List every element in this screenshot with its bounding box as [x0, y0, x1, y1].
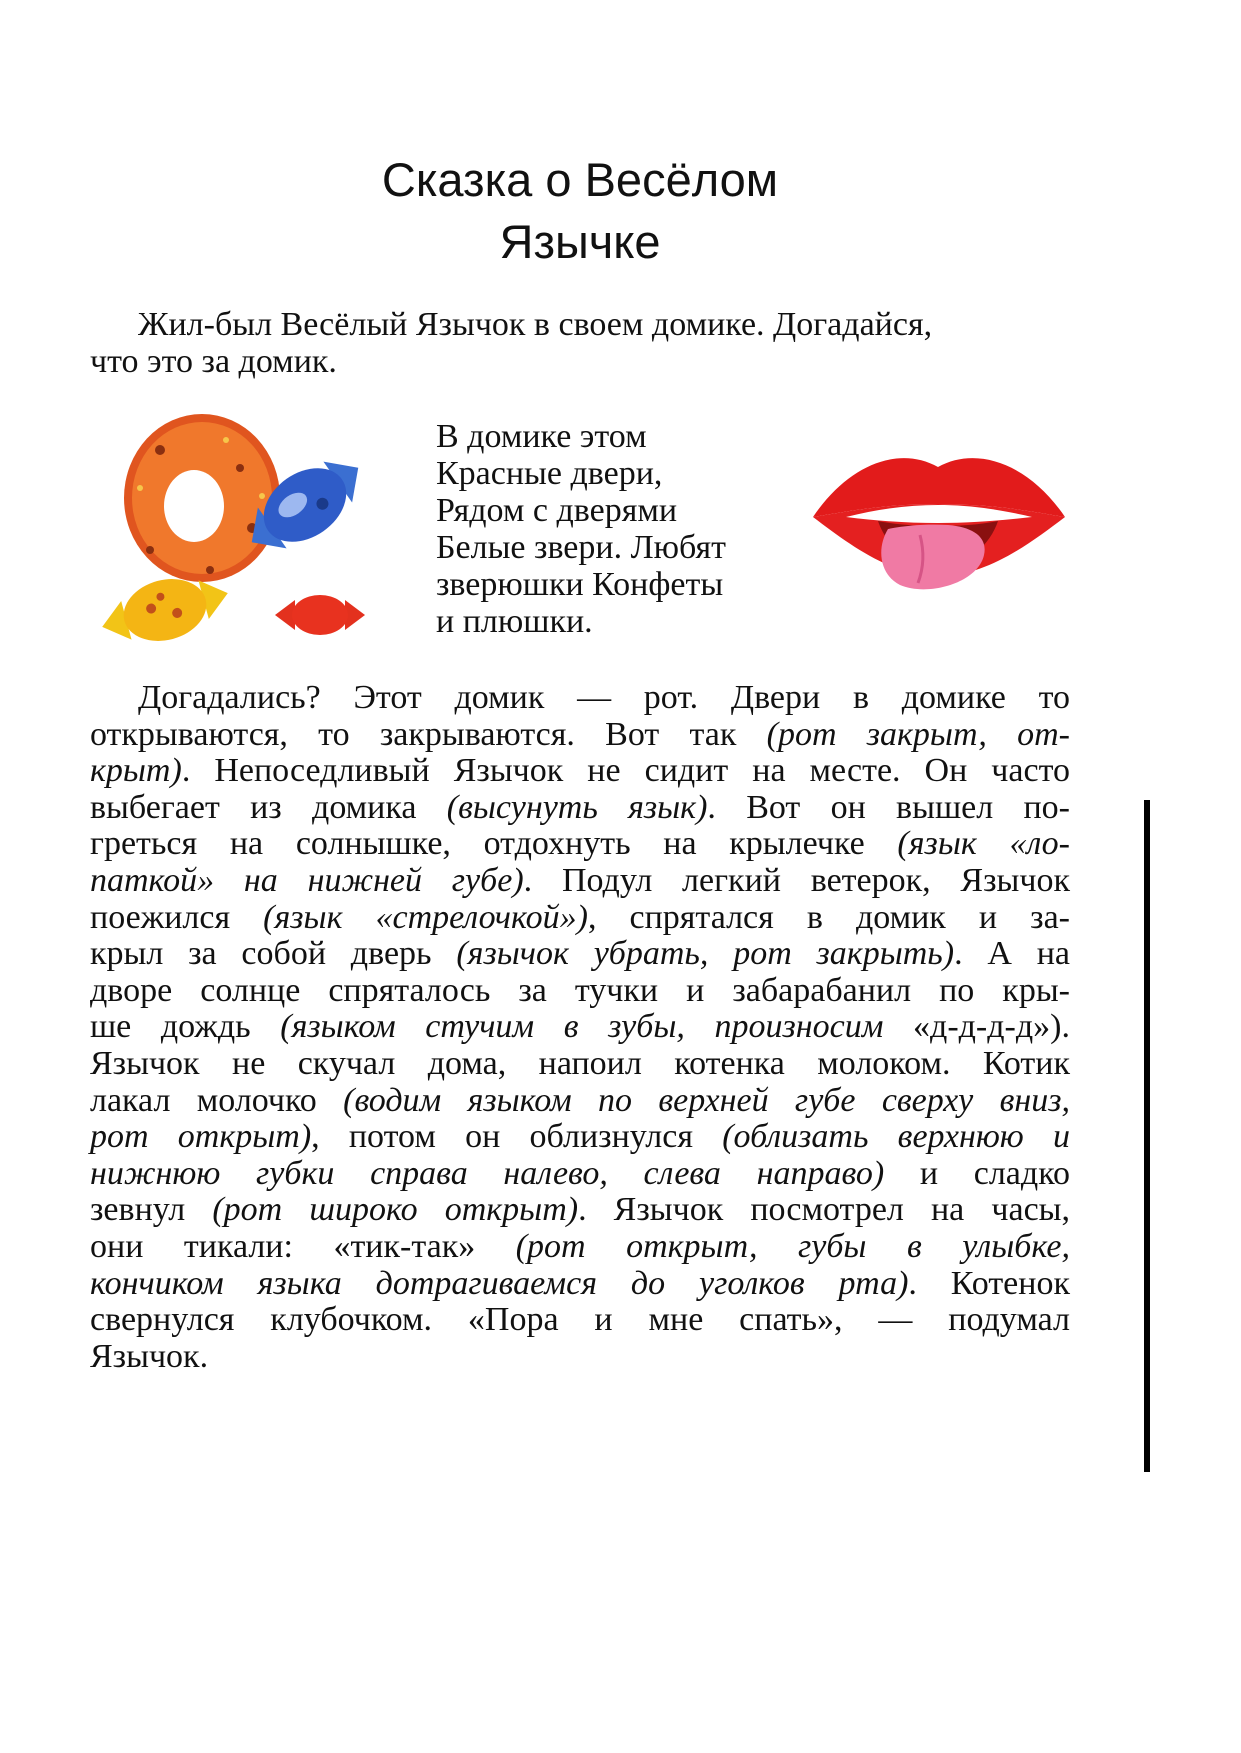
- story-text: крыл за собой дверь: [90, 935, 457, 973]
- story-line: [90, 753, 1070, 790]
- story-line: [90, 936, 1070, 973]
- story-text: Язычок не скучал дома, напоил котенка молоком. Котик: [90, 1044, 1070, 1082]
- story-line: [90, 1046, 1070, 1083]
- story-text: дворе солнце спряталось за тучки и забарабанил по кры-: [90, 971, 1070, 1009]
- story-text: , спрятался в домик и за-: [587, 898, 1070, 936]
- story-text: выбегает из домика: [90, 788, 447, 826]
- story-text: ше дождь: [90, 1008, 281, 1046]
- story-instruction-text: нижнюю губки справа налево, слева направо): [90, 1154, 885, 1192]
- story-text: они тикали: «тик-так»: [90, 1227, 516, 1265]
- story-instruction-text: крыт): [90, 752, 182, 790]
- page-title-line-2: Язычке: [499, 215, 661, 268]
- intro-paragraph: [90, 306, 1050, 380]
- story-instruction-text: (рот широко открыт): [212, 1191, 579, 1229]
- story-text: поежился: [90, 898, 264, 936]
- poem-riddle: [436, 418, 796, 640]
- story-line: [90, 1119, 1070, 1156]
- story-line: [90, 900, 1070, 937]
- lips-tongue-illustration: [808, 425, 1070, 610]
- story-text: лакал молочко: [90, 1081, 344, 1119]
- pretzel-image: [124, 414, 280, 582]
- story-line: [90, 973, 1070, 1010]
- story-instruction-text: (язычок убрать, рот закрыть): [456, 935, 955, 973]
- poem-line: В домике этом: [436, 418, 647, 455]
- story-line: [90, 1156, 1070, 1193]
- story-text: Язычок.: [90, 1337, 209, 1375]
- poem-line: и плюшки.: [436, 603, 593, 640]
- story-text: , потом он облизнулся: [311, 1118, 723, 1156]
- story-line: [90, 1229, 1070, 1266]
- sweets-illustration: [90, 410, 390, 665]
- story-line: [90, 1083, 1070, 1120]
- story-text: . Вот он вышел по-: [707, 788, 1070, 826]
- story-instruction-text: (языком стучим в зубы, произносим: [280, 1008, 914, 1046]
- story-line: [90, 1339, 1070, 1376]
- story-instruction-text: (высунуть язык): [446, 788, 708, 826]
- story-line: [90, 1266, 1070, 1303]
- story-line: [90, 863, 1070, 900]
- story-instruction-text: (водим языком по верхней губе сверху вниз,: [343, 1081, 1070, 1119]
- story-text: свернулся клубочком. «Пора и мне спать», — подумал: [90, 1301, 1070, 1339]
- intro-line-1: Жил-был Весёлый Язычок в своем домике. Догадайся,: [138, 306, 933, 343]
- story-instruction-text: рот открыт): [90, 1118, 312, 1156]
- poem-line: зверюшки Конфеты: [436, 566, 724, 603]
- story-line: [90, 790, 1070, 827]
- poem-line: Рядом с дверями: [436, 492, 678, 529]
- story-instruction-text: (язык «ло-: [897, 825, 1071, 863]
- page-title-line-1: Сказка о Весёлом: [381, 153, 779, 206]
- story-text: . Подул легкий ветерок, Язычок: [523, 861, 1070, 899]
- story-line: [90, 826, 1070, 863]
- story-text: . А на: [954, 935, 1071, 973]
- story-instruction-text: (рот открыт, губы в улыбке,: [515, 1227, 1070, 1265]
- story-line: [90, 1302, 1070, 1339]
- intro-line-2: что это за домик.: [90, 343, 337, 380]
- story-instruction-text: паткой» на нижней губе): [90, 861, 524, 899]
- story-text: . Непоседливый Язычок не сидит на месте. Он часто: [181, 752, 1070, 790]
- story-text: . Язычок посмотрел на часы,: [578, 1191, 1071, 1229]
- story-text: и сладко: [884, 1154, 1070, 1192]
- story-instruction-text: (рот закрыт, от-: [766, 715, 1070, 753]
- story-text: зевнул: [90, 1191, 213, 1229]
- story-line: [90, 717, 1070, 754]
- story-instruction-text: кончиком языка дотрагиваемся до уголков рта): [90, 1264, 909, 1302]
- story-line: [90, 1192, 1070, 1229]
- story-instruction-text: (облизать верхнюю и: [722, 1118, 1070, 1156]
- red-candy-image: [275, 595, 365, 635]
- story-paragraph: [90, 680, 1070, 1375]
- poem-line: Белые звери. Любят: [436, 529, 726, 566]
- story-text: . Котенок: [908, 1264, 1070, 1302]
- margin-bar: [1144, 800, 1150, 1472]
- story-line: [90, 680, 1070, 717]
- story-text: открываются, то закрываются. Вот так: [90, 715, 767, 753]
- poem-line: Красные двери,: [436, 455, 663, 492]
- story-line: [90, 1009, 1070, 1046]
- story-text: греться на солнышке, отдохнуть на крылечке: [90, 825, 898, 863]
- story-text: «д-д-д-д»).: [913, 1008, 1070, 1046]
- story-instruction-text: (язык «стрелочкой»): [263, 898, 588, 936]
- story-text: Догадались? Этот домик — рот. Двери в домике то: [138, 679, 1070, 716]
